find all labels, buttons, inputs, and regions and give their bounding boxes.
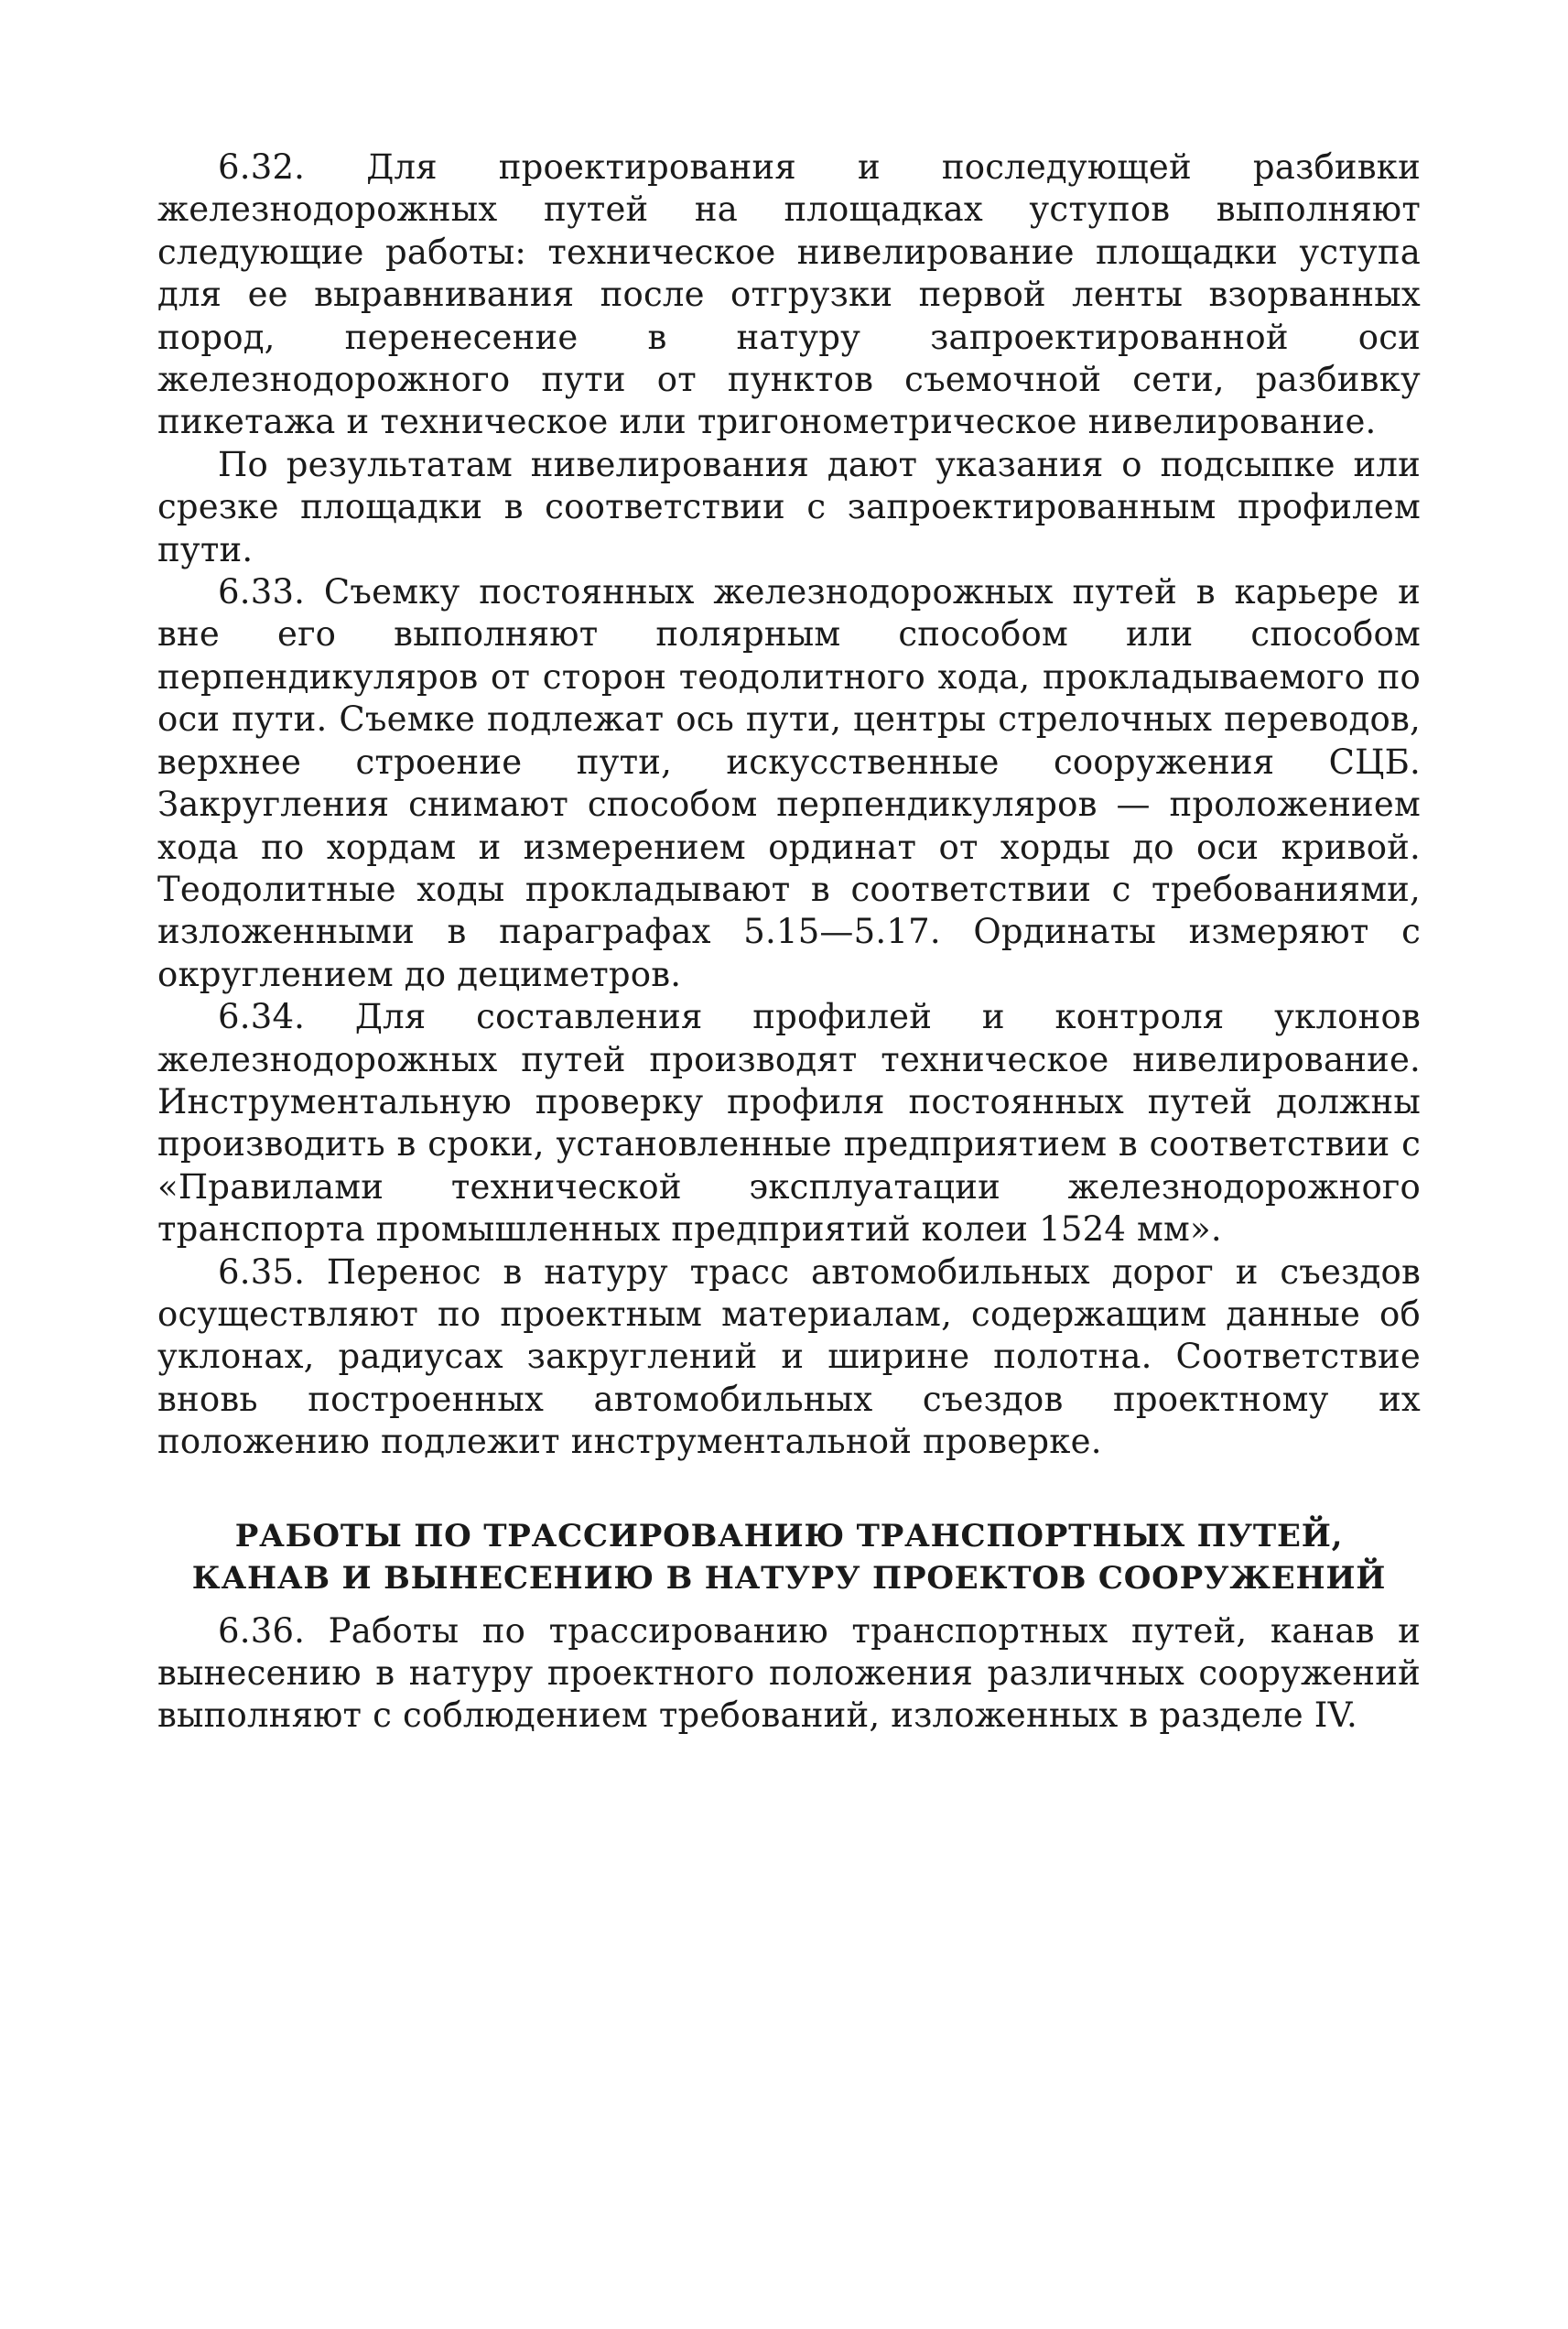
- section-heading-line-2: КАНАВ И ВЫНЕСЕНИЮ В НАТУРУ ПРОЕКТОВ СООРУЖЕНИЙ: [191, 1559, 1387, 1597]
- paragraph-6-32: 6.32. Для проектирования и последующей разбивки железнодорожных путей на площадках уступов выполняют следующие работы: техническое нивелирование площадки уступа для ее выравнивания после отгрузки первой ленты взорванных пород, перенесение в натуру запроектированной оси железнодорожного пути от пунктов съемочной сети, разбивку пикетажа и техническое или тригонометрическое нивелирование.: [157, 147, 1421, 442]
- paragraph-6-33: 6.33. Съемку постоянных железнодорожных путей в карьере и вне его выполняют полярным способом или способом перпендикуляров от сторон теодолитного хода, прокладываемого по оси пути. Съемке подлежат ось пути, центры стрелочных переводов, верхнее строение пути, искусственные сооружения СЦБ. Закругления снимают способом перпендикуляров — проложением хода по хордам и измерением ординат от хорды до оси кривой. Теодолитные ходы прокладывают в соответствии с требованиями, изложенными в параграфах 5.15—5.17. Ординаты измеряют с округлением до дециметров.: [157, 572, 1421, 994]
- document-page: [157, 146, 1421, 1738]
- paragraph-6-34: 6.34. Для составления профилей и контроля уклонов железнодорожных путей производят техническое нивелирование. Инструментальную проверку профиля постоянных путей должны производить в сроки, установленные предприятием в соответствии с «Правилами технической эксплуатации железнодорожного транспорта промышленных предприятий колеи 1524 мм».: [157, 997, 1421, 1250]
- section-heading: [157, 1515, 1421, 1599]
- paragraph-leveling-results: По результатам нивелирования дают указания о подсыпке или срезке площадки в соответствии с запроектированным профилем пути.: [157, 444, 1421, 569]
- paragraph-6-35: 6.35. Перенос в натуру трасс автомобильных дорог и съездов осуществляют по проектным материалам, содержащим данные об уклонах, радиусах закруглений и ширине полотна. Соответствие вновь построенных автомобильных съездов проектному их положению подлежит инструментальной проверке.: [157, 1251, 1421, 1462]
- paragraph-6-36: 6.36. Работы по трассированию транспортных путей, канав и вынесению в натуру проектного положения различных сооружений выполняют с соблюдением требований, изложенных в разделе IV.: [157, 1610, 1421, 1736]
- section-heading-line-1: РАБОТЫ ПО ТРАССИРОВАНИЮ ТРАНСПОРТНЫХ ПУТЕЙ,: [234, 1517, 1344, 1554]
